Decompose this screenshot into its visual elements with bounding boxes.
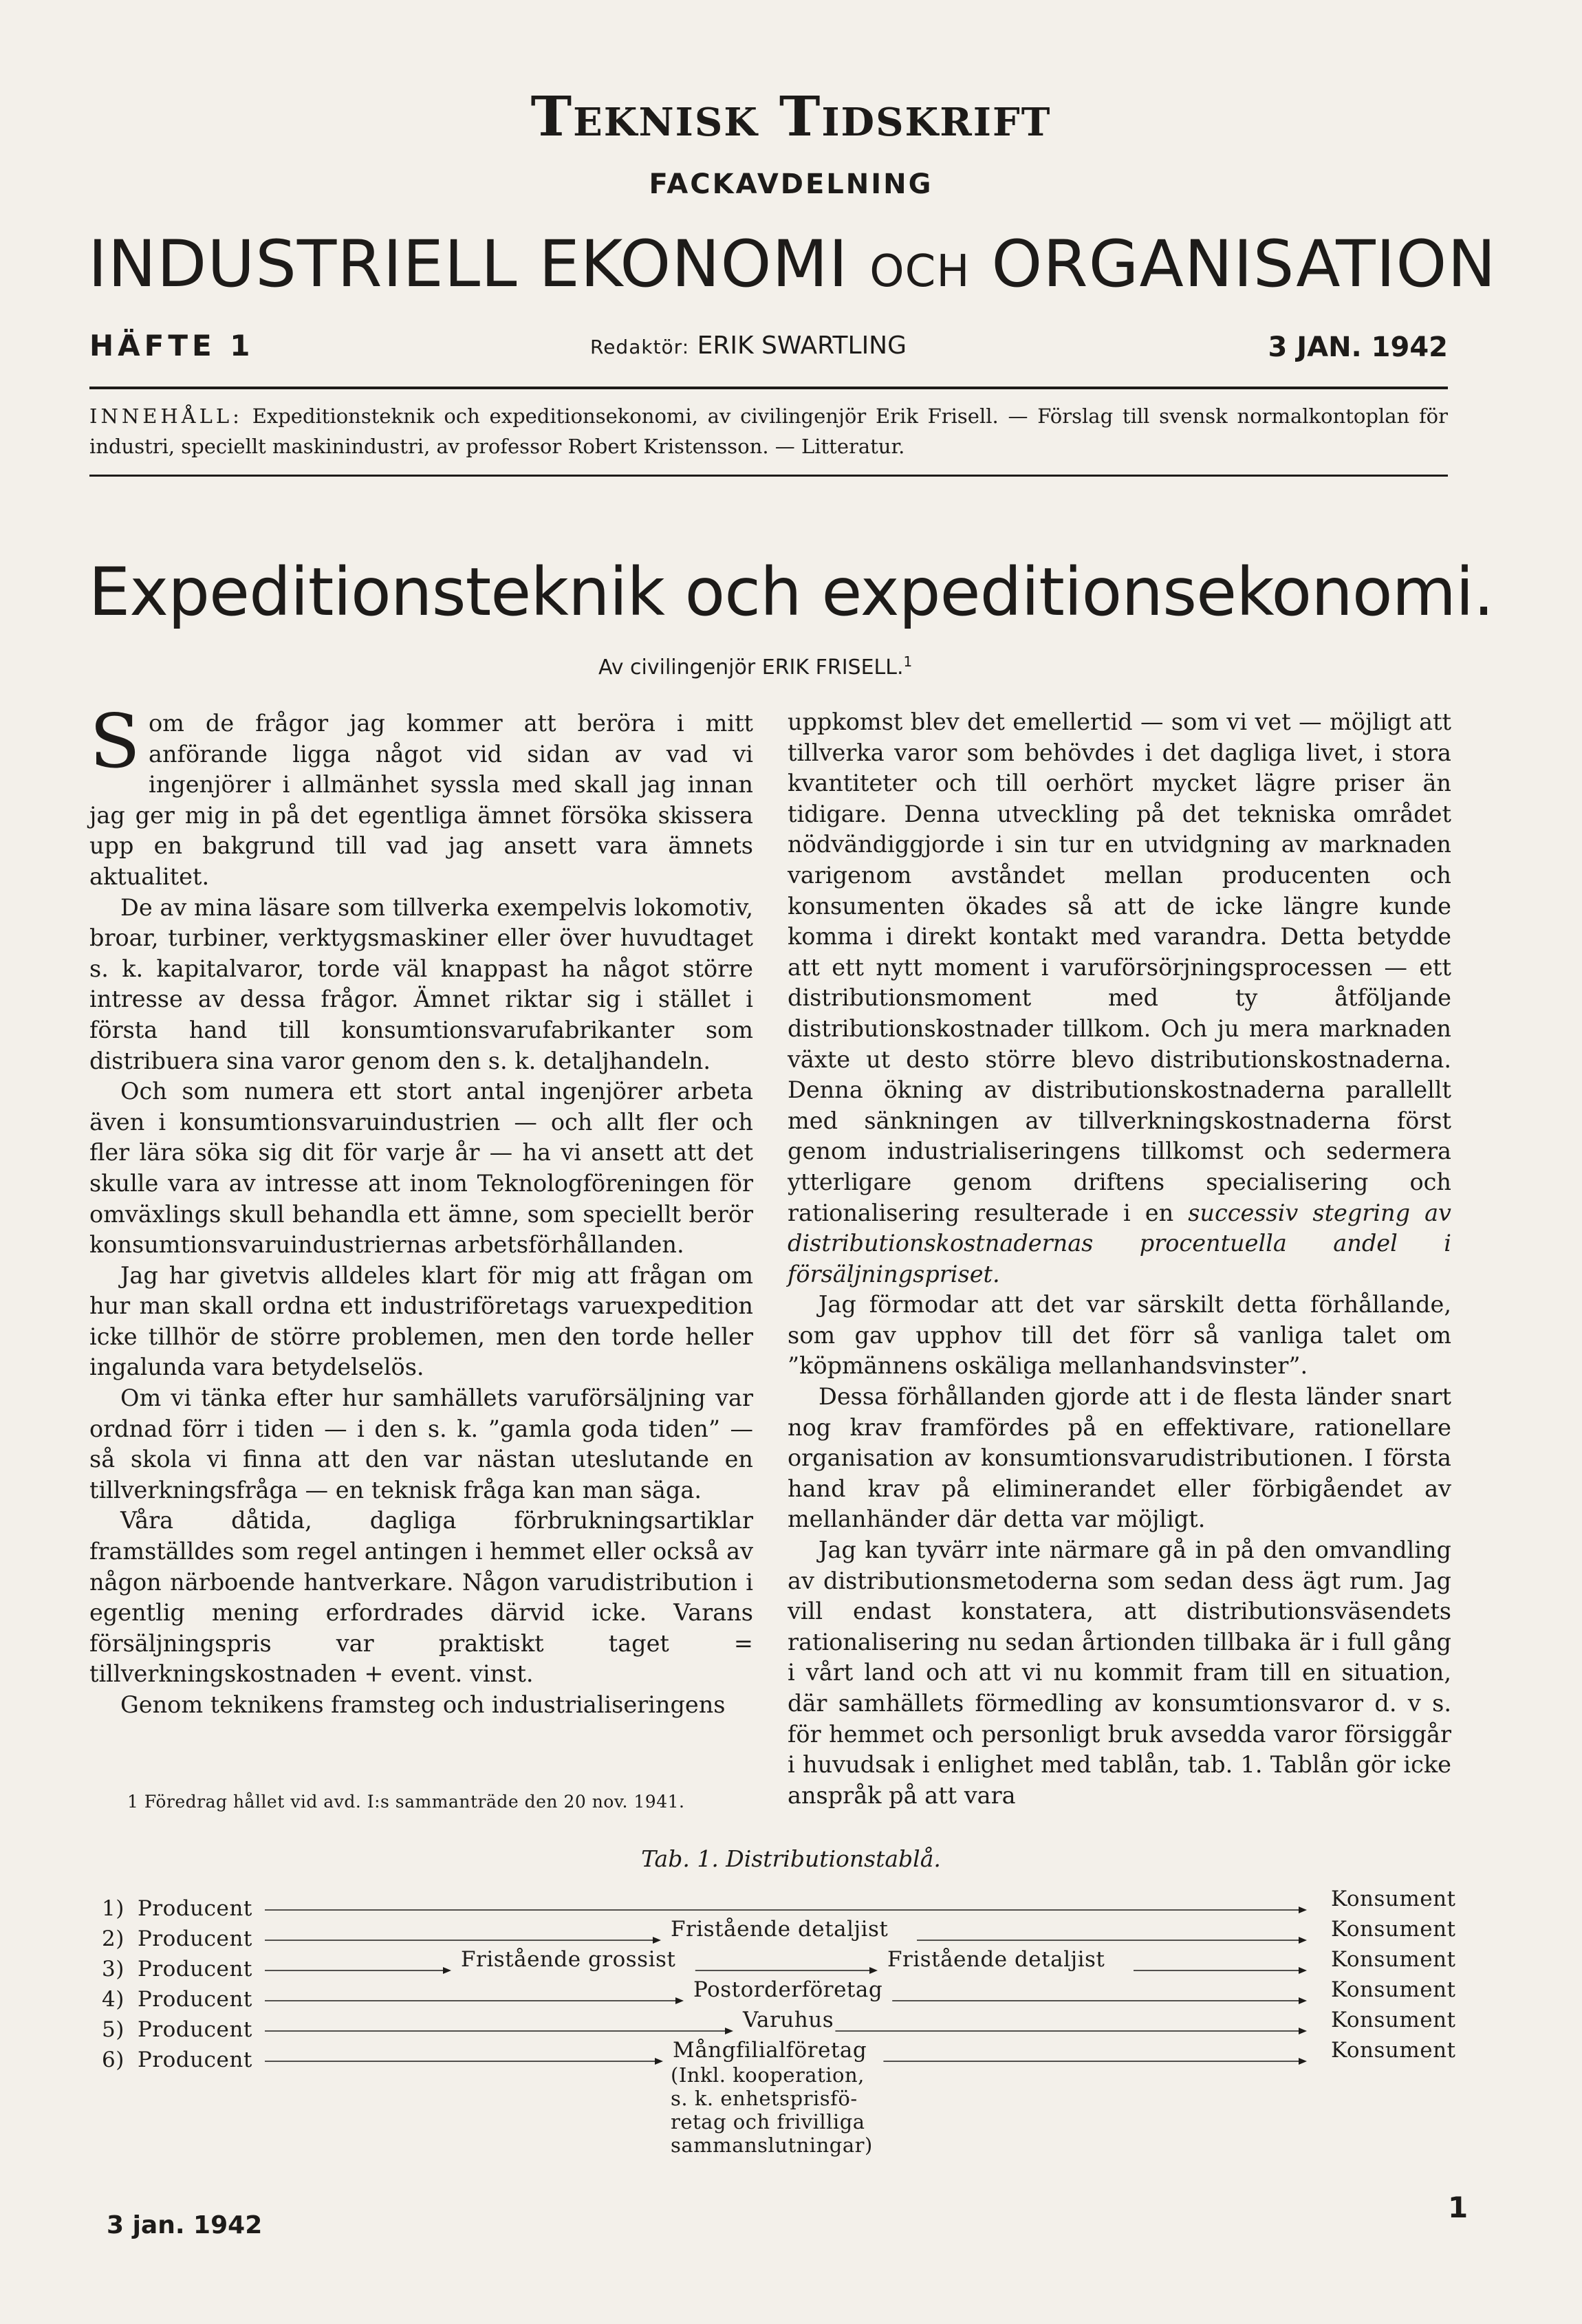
series-title-och: OCH [869, 246, 971, 297]
paragraph: Och som numera ett stort antal ingenjörer arbeta även i konsumtionsvaruindustrien — och allt fler och fler lära söka sig dit för varje år — ha vi ansett att det skulle vara av intresse att inom Teknologföreningen för omväxlings skull behandla ett ämne, som speciellt berör konsumtionsvaruindustriernas arbetsförhållanden. [89, 1078, 753, 1259]
paragraph-text: om de frågor jag kommer att beröra i mitt anförande ligga något vid sidan av vad vi ingenjörer i allmänhet syssla med skall jag innan jag ger mig in på det egentliga ämnet försöka skissera upp en bakgrund till vad jag ansett vara ämnets aktualitet. [89, 710, 753, 890]
paragraph-text: uppkomst blev det emellertid — som vi vet — möjligt att tillverka varor som behövdes i det dagliga livet, i stora kvantiteter och till oerhört mycket lägre priser än tidigare. Denna utveckling på det tekniska området nödvändiggjorde i sin tur en utvidgning av marknaden varigenom avståndet mellan producenten och konsumenten ökades så att de icke längre kunde komma i direkt kontakt med varandra. Detta betydde att ett nytt moment i varuförsörjningsprocessen — ett distributionsmoment med ty åtföljande distributionskostnader tillkom. Och ju mera marknaden växte ut desto större blevo distributionskostnaderna. Denna ökning av distributionskostnaderna parallellt med sänkningen av tillverkningskostnaderna först genom industrialiseringens tillkomst och sedermera ytterligare genom driftens specialisering och rationalisering resulterade i en [788, 708, 1451, 1226]
producer-label: Producent [138, 1957, 252, 1981]
arrow-head [1299, 1937, 1307, 1944]
intermediary-label: Fristående detaljist [671, 1917, 889, 1942]
arrow-head [869, 1967, 878, 1974]
editor-name: ERIK SWARTLING [697, 332, 907, 360]
paragraph: Jag förmodar att det var särskilt detta förhållande, som gav upphov till det förr så vanliga talet om ”köpmännens oskäliga mellanhandsvinster”. [788, 1291, 1451, 1380]
editor-label: Redaktör: [590, 336, 690, 358]
series-title-part-a: INDUSTRIELL EKONOMI [88, 227, 870, 302]
producer-label: Producent [138, 2048, 252, 2072]
consumer-label: Konsument [1331, 2008, 1456, 2032]
article-title: Expeditionsteknik och expeditionsekonomi. [88, 554, 1494, 631]
consumer-label: Konsument [1331, 1917, 1456, 1942]
intermediary-label: Mångfilialföretag [673, 2038, 867, 2063]
arrow-head [1299, 1997, 1307, 2004]
arrow-head [1299, 1907, 1307, 1913]
consumer-label: Konsument [1331, 2038, 1456, 2063]
contents-text: Expeditionsteknik och expeditionsekonomi, av civilingenjör Erik Frisell. — Förslag till svensk normalkontoplan för industri, speciellt maskinindustri, av professor Robert Kristensson. — Litteratur. [89, 404, 1449, 458]
consumer-label: Konsument [1331, 1887, 1456, 1911]
arrow-head [1299, 1967, 1307, 1974]
note-line: retag och frivilliga [671, 2110, 865, 2133]
row-number: 1) [102, 1896, 124, 1921]
arrow-head [725, 2028, 733, 2034]
producer-label: Producent [138, 2017, 252, 2042]
journal-title: Teknisk Tidskrift [530, 84, 1052, 149]
intermediary-label: Varuhus [743, 2008, 834, 2032]
section-label: FACKAVDELNING [649, 169, 933, 200]
paragraph: Jag har givetvis alldeles klart för mig att frågan om hur man skall ordna ett industriföretags varuexpedition icke tillhör de större problemen, men den torde heller ingalunda vara betydelselös. [89, 1261, 753, 1381]
producer-label: Producent [138, 1987, 252, 2012]
row-number: 3) [102, 1957, 124, 1981]
producer-label: Producent [138, 1926, 252, 1951]
footnote-ref: 1 [903, 653, 913, 670]
footnote: 1 Föredrag hållet vid avd. I:s sammanträde den 20 nov. 1941. [127, 1792, 685, 1812]
row-number: 4) [102, 1987, 124, 2012]
cooperative-note [671, 2063, 873, 2157]
paragraph: Genom teknikens framsteg och industrialiseringens [120, 1691, 726, 1718]
intermediary-label: Fristående grossist [461, 1947, 676, 1972]
issue-date: 3 JAN. 1942 [1268, 332, 1448, 363]
arrow-head [675, 1997, 684, 2004]
paragraph: Jag kan tyvärr inte närmare gå in på den omvandling av distributionsmetoderna som sedan dess ägt rum. Jag vill endast konstatera, att distributionsväsendets rationalisering nu sedan årtionden tillbaka är i full gång i vårt land och att vi nu kommit fram till en situation, där samhällets förmedling av konsumtionsvaror d. v s. för hemmet och personligt bruk avsedda varor försiggår i huvudsak i enlighet med tablån, tab. 1. Tablån gör icke anspråk på att vara [788, 1536, 1451, 1809]
arrow-head [443, 1967, 451, 1974]
note-line: s. k. enhetsprisfö- [671, 2087, 858, 2110]
row-number: 5) [102, 2017, 124, 2042]
paragraph: De av mina läsare som tillverka exempelvis lokomotiv, broar, turbiner, verktygsmaskiner eller över huvudtaget s. k. kapitalvaror, torde väl knappast ha något större intresse av dessa frågor. Ämnet riktar sig i stället i första hand till konsumtionsvarufabrikanter som distribuera sina varor genom den s. k. detaljhandeln. [89, 893, 753, 1074]
intermediary-label: Postorderföretag [693, 1977, 883, 2002]
note-line: sammanslutningar) [671, 2133, 873, 2157]
table-caption: Tab. 1. Distributionstablå. [641, 1845, 941, 1872]
note-line: (Inkl. kooperation, [671, 2063, 865, 2087]
consumer-label: Konsument [1331, 1977, 1456, 2002]
arrow-head [655, 2058, 663, 2065]
row-number: 2) [102, 1926, 124, 1951]
paragraph: Om vi tänka efter hur samhällets varuförsäljning var ordnad förr i tiden — i den s. k. ”gamla goda tiden” — så skola vi finna att den var nästan uteslutande en tillverkningsfråga — en teknisk fråga kan man säga. [89, 1384, 753, 1503]
intermediary-label: Fristående detaljist [887, 1947, 1105, 1972]
author-name: ERIK FRISELL. [761, 655, 904, 680]
paragraph: Dessa förhållanden gjorde att i de flesta länder snart nog krav framfördes på en effektivare, rationellare organisation av konsumtionsvarudistributionen. I första hand krav på eliminerandet eller förbigåendet av mellanhänder där detta var möjligt. [788, 1383, 1451, 1533]
page-number: 1 [1448, 2191, 1469, 2224]
row-number: 6) [102, 2048, 124, 2072]
issue-number: HÄFTE 1 [89, 329, 254, 362]
drop-cap: S [89, 699, 140, 785]
contents-label: INNEHÅLL: [89, 404, 243, 428]
paragraph: Våra dåtida, dagliga förbrukningsartiklar framställdes som regel antingen i hemmet eller också av någon närboende hantverkare. Någon varudistribution i egentlig mening erfordrades därvid icke. Varans försäljningspris var praktiskt taget = tillverkningskostnaden + event. vinst. [89, 1507, 753, 1688]
footer-date: 3 jan. 1942 [107, 2211, 263, 2239]
producer-label: Producent [138, 1896, 252, 1921]
emphasis-text: successiv stegring av distributionskostnadernas procentuella andel i försäljningspriset. [788, 1199, 1451, 1288]
consumer-label: Konsument [1331, 1947, 1456, 1972]
arrow-head [1299, 2058, 1307, 2065]
arrow-head [653, 1937, 661, 1944]
series-title-part-b: ORGANISATION [970, 227, 1497, 302]
byline-prefix: Av civilingenjör [598, 655, 756, 680]
arrow-head [1299, 2028, 1307, 2034]
